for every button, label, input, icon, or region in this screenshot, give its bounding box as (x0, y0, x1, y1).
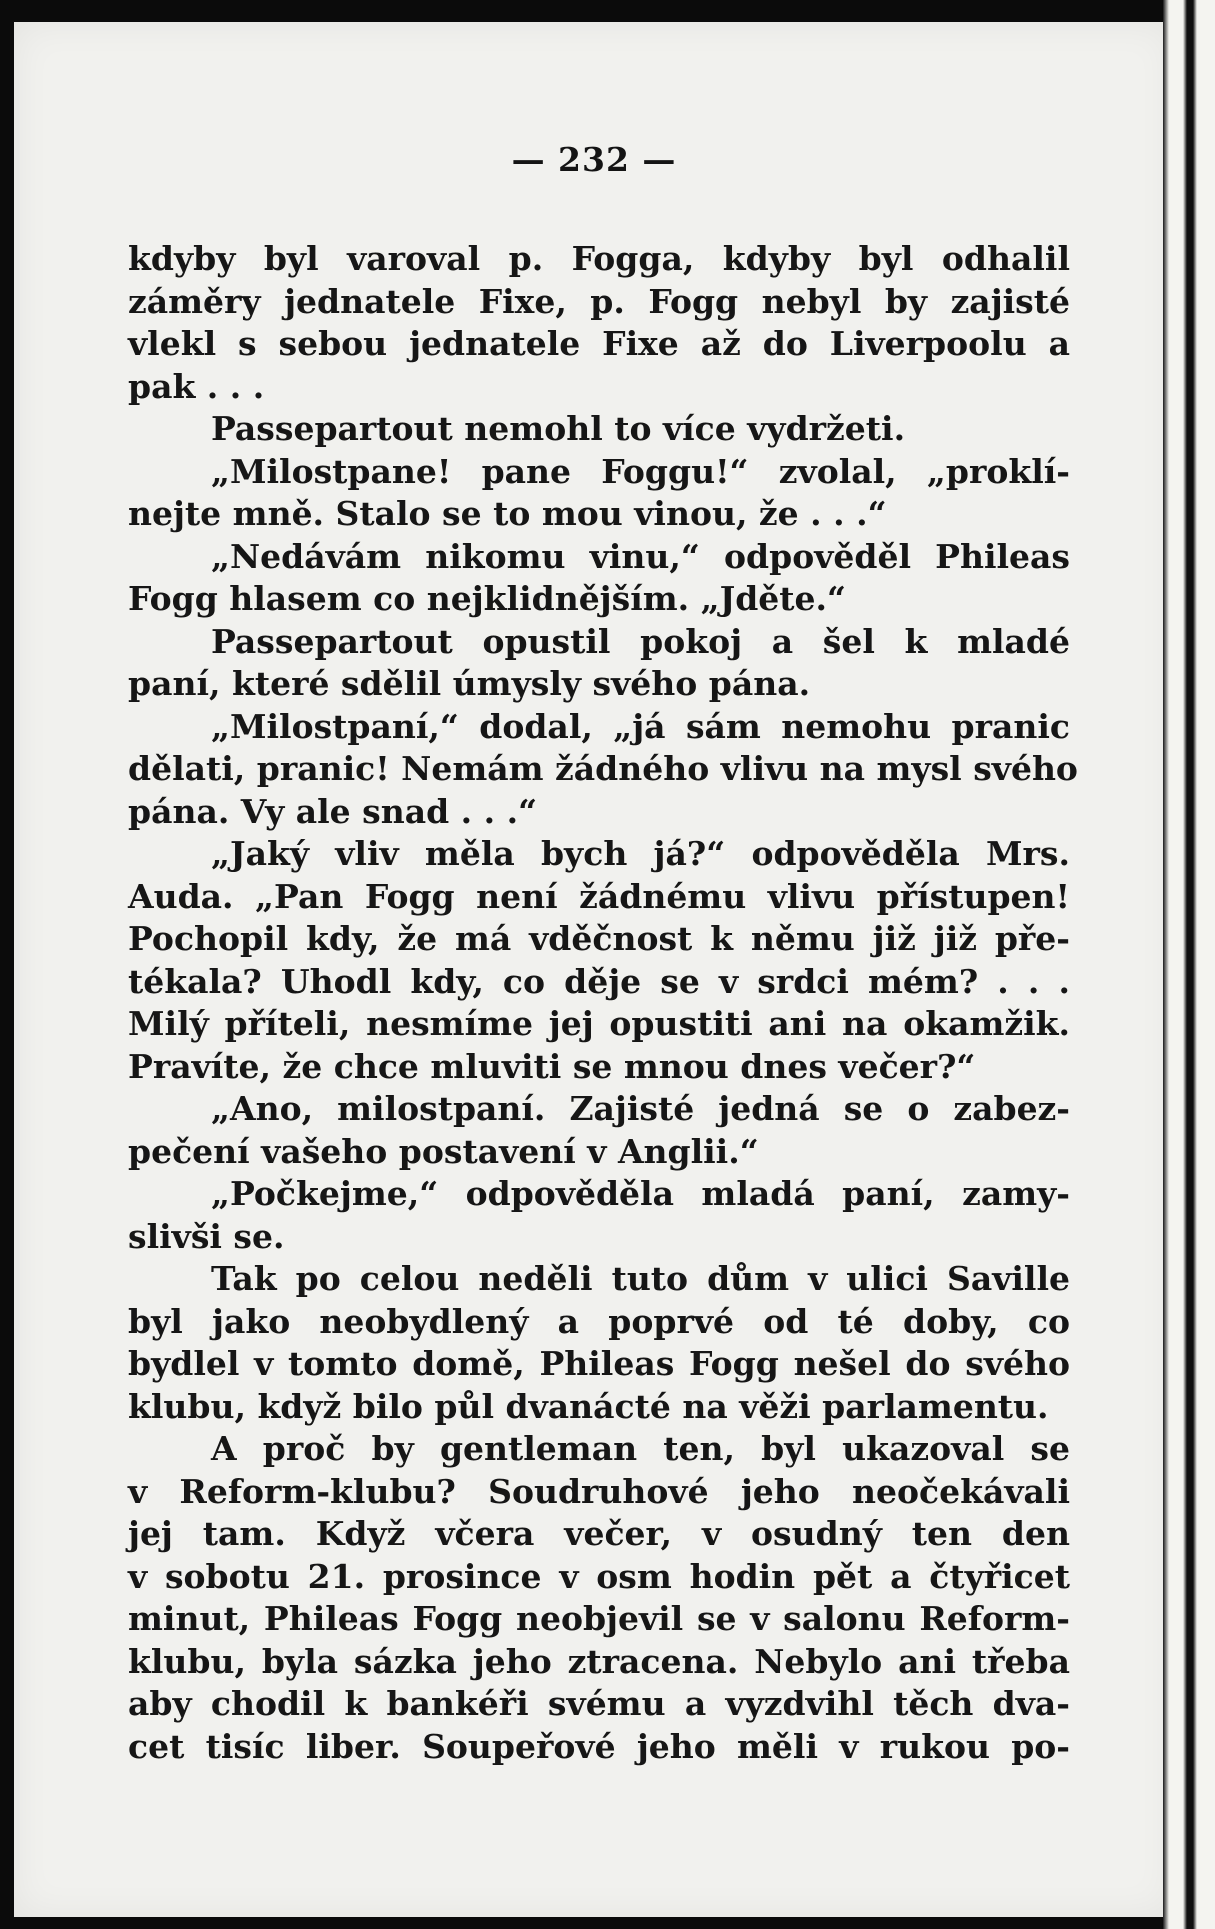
adjacent-page-edge (1163, 0, 1215, 1929)
page-number: — 232 — (511, 140, 677, 179)
text-line: Milý příteli, nesmíme jej opustiti ani na okamžik. (128, 1004, 1070, 1043)
body-text (128, 238, 1078, 1768)
text-line: pak . . . (128, 366, 265, 406)
text-line: aby chodil k bankéři svému a vyzdvihl těch dva- (128, 1684, 1070, 1723)
text-line: Pravíte, že chce mluviti se mnou dnes večer?“ (128, 1046, 976, 1086)
text-line: v Reform-klubu? Soudruhové jeho neočekávali (128, 1471, 1070, 1511)
text-line: cet tisíc liber. Soupeřové jeho měli v rukou po- (128, 1726, 1070, 1766)
text-line: paní, které sdělil úmysly svého pána. (128, 664, 811, 703)
text-line: pána. Vy ale snad . . .“ (128, 791, 538, 831)
text-line: A proč by gentleman ten, byl ukazoval se (211, 1429, 1070, 1468)
text-line: záměry jednatele Fixe, p. Fogg nebyl by zajisté (128, 281, 1070, 321)
text-line: pečení vašeho postavení v Anglii.“ (128, 1131, 759, 1171)
text-line: vlekl s sebou jednatele Fixe až do Liverpoolu a (128, 324, 1070, 363)
text-line: „Počkejme,“ odpověděla mladá paní, zamy- (211, 1174, 1070, 1213)
text-line: „Jaký vliv měla bych já?“ odpověděla Mrs. (211, 834, 1070, 873)
text-line: Passepartout nemohl to více vydržeti. (211, 409, 906, 448)
text-line: kdyby byl varoval p. Fogga, kdyby byl odhalil (128, 239, 1070, 278)
book-page (14, 22, 1174, 1917)
text-line: „Ano, milostpaní. Zajisté jedná se o zabez- (211, 1089, 1070, 1128)
text-line: dělati, pranic! Nemám žádného vlivu na mysl svého (128, 749, 1078, 788)
text-line: nejte mně. Stalo se to mou vinou, že . . .“ (128, 494, 887, 533)
text-line: „Milostpaní,“ dodal, „já sám nemohu pranic (211, 706, 1070, 746)
text-line: bydlel v tomto domě, Phileas Fogg nešel do svého (128, 1344, 1070, 1383)
text-line: minut, Phileas Fogg neobjevil se v salonu Reform- (128, 1599, 1070, 1638)
text-line: Passepartout opustil pokoj a šel k mladé (211, 621, 1070, 661)
text-line: klubu, byla sázka jeho ztracena. Nebylo ani třeba (128, 1641, 1070, 1681)
text-line: klubu, když bilo půl dvanácté na věži parlamentu. (128, 1386, 1049, 1426)
text-line: Auda. „Pan Fogg není žádnému vlivu přístupen! (128, 876, 1070, 916)
text-line: „Nedávám nikomu vinu,“ odpověděl Phileas (211, 536, 1070, 576)
text-line: byl jako neobydlený a poprvé od té doby, co (128, 1301, 1070, 1341)
text-line: Pochopil kdy, že má vděčnost k němu již již pře- (128, 919, 1070, 958)
text-line: jej tam. Když včera večer, v osudný ten den (128, 1514, 1070, 1553)
text-line: „Milostpane! pane Foggu!“ zvolal, „proklí- (211, 451, 1070, 491)
text-line: slivši se. (128, 1216, 285, 1256)
text-line: Tak po celou neděli tuto dům v ulici Saville (211, 1259, 1070, 1298)
text-line: Fogg hlasem co nejklidnějším. „Jděte.“ (128, 579, 847, 618)
text-line: v sobotu 21. prosince v osm hodin pět a čtyřicet (128, 1556, 1070, 1596)
text-line: tékala? Uhodl kdy, co děje se v srdci mém? . . . (128, 961, 1070, 1001)
